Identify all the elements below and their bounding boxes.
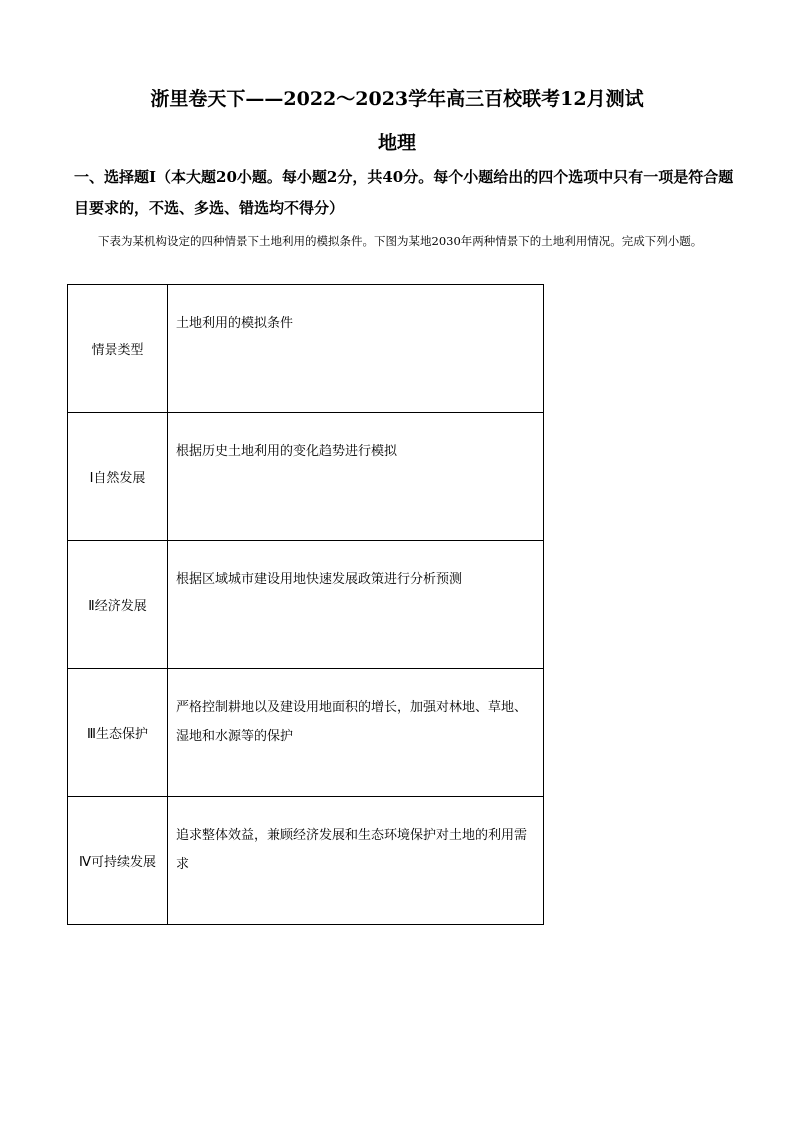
simulation-condition-cell: 严格控制耕地以及建设用地面积的增长，加强对林地、草地、湿地和水源等的保护	[168, 669, 544, 797]
table-row	[68, 413, 544, 541]
scenario-table	[67, 284, 544, 925]
simulation-condition-cell: 根据历史土地利用的变化趋势进行模拟	[168, 413, 544, 541]
scenario-type-cell: Ⅳ可持续发展	[68, 797, 168, 925]
table-row	[68, 541, 544, 669]
section-heading: 一、选择题Ⅰ（本大题20小题。每小题2分，共40分。每个小题给出的四个选项中只有一项是符合题目要求的，不选、多选、错选均不得分）	[74, 168, 734, 217]
simulation-condition-cell: 根据区域城市建设用地快速发展政策进行分析预测	[168, 541, 544, 669]
scenario-type-cell: Ⅱ经济发展	[68, 541, 168, 669]
exam-title: 浙里卷天下——2022～2023学年高三百校联考12月测试	[150, 88, 644, 110]
header-simulation-condition: 土地利用的模拟条件	[168, 285, 544, 413]
scenario-type-cell: Ⅰ自然发展	[68, 413, 168, 541]
subject-title: 地理	[377, 132, 416, 154]
question-intro: 下表为某机构设定的四种情景下土地利用的模拟条件。下图为某地2030年两种情景下的土地利用情况。完成下列小题。	[98, 234, 703, 248]
header-scenario-type: 情景类型	[68, 285, 168, 413]
table-row	[68, 669, 544, 797]
table-row	[68, 797, 544, 925]
scenario-type-cell: Ⅲ生态保护	[68, 669, 168, 797]
table-header-row	[68, 285, 544, 413]
simulation-condition-cell: 追求整体效益，兼顾经济发展和生态环境保护对土地的利用需求	[168, 797, 544, 925]
